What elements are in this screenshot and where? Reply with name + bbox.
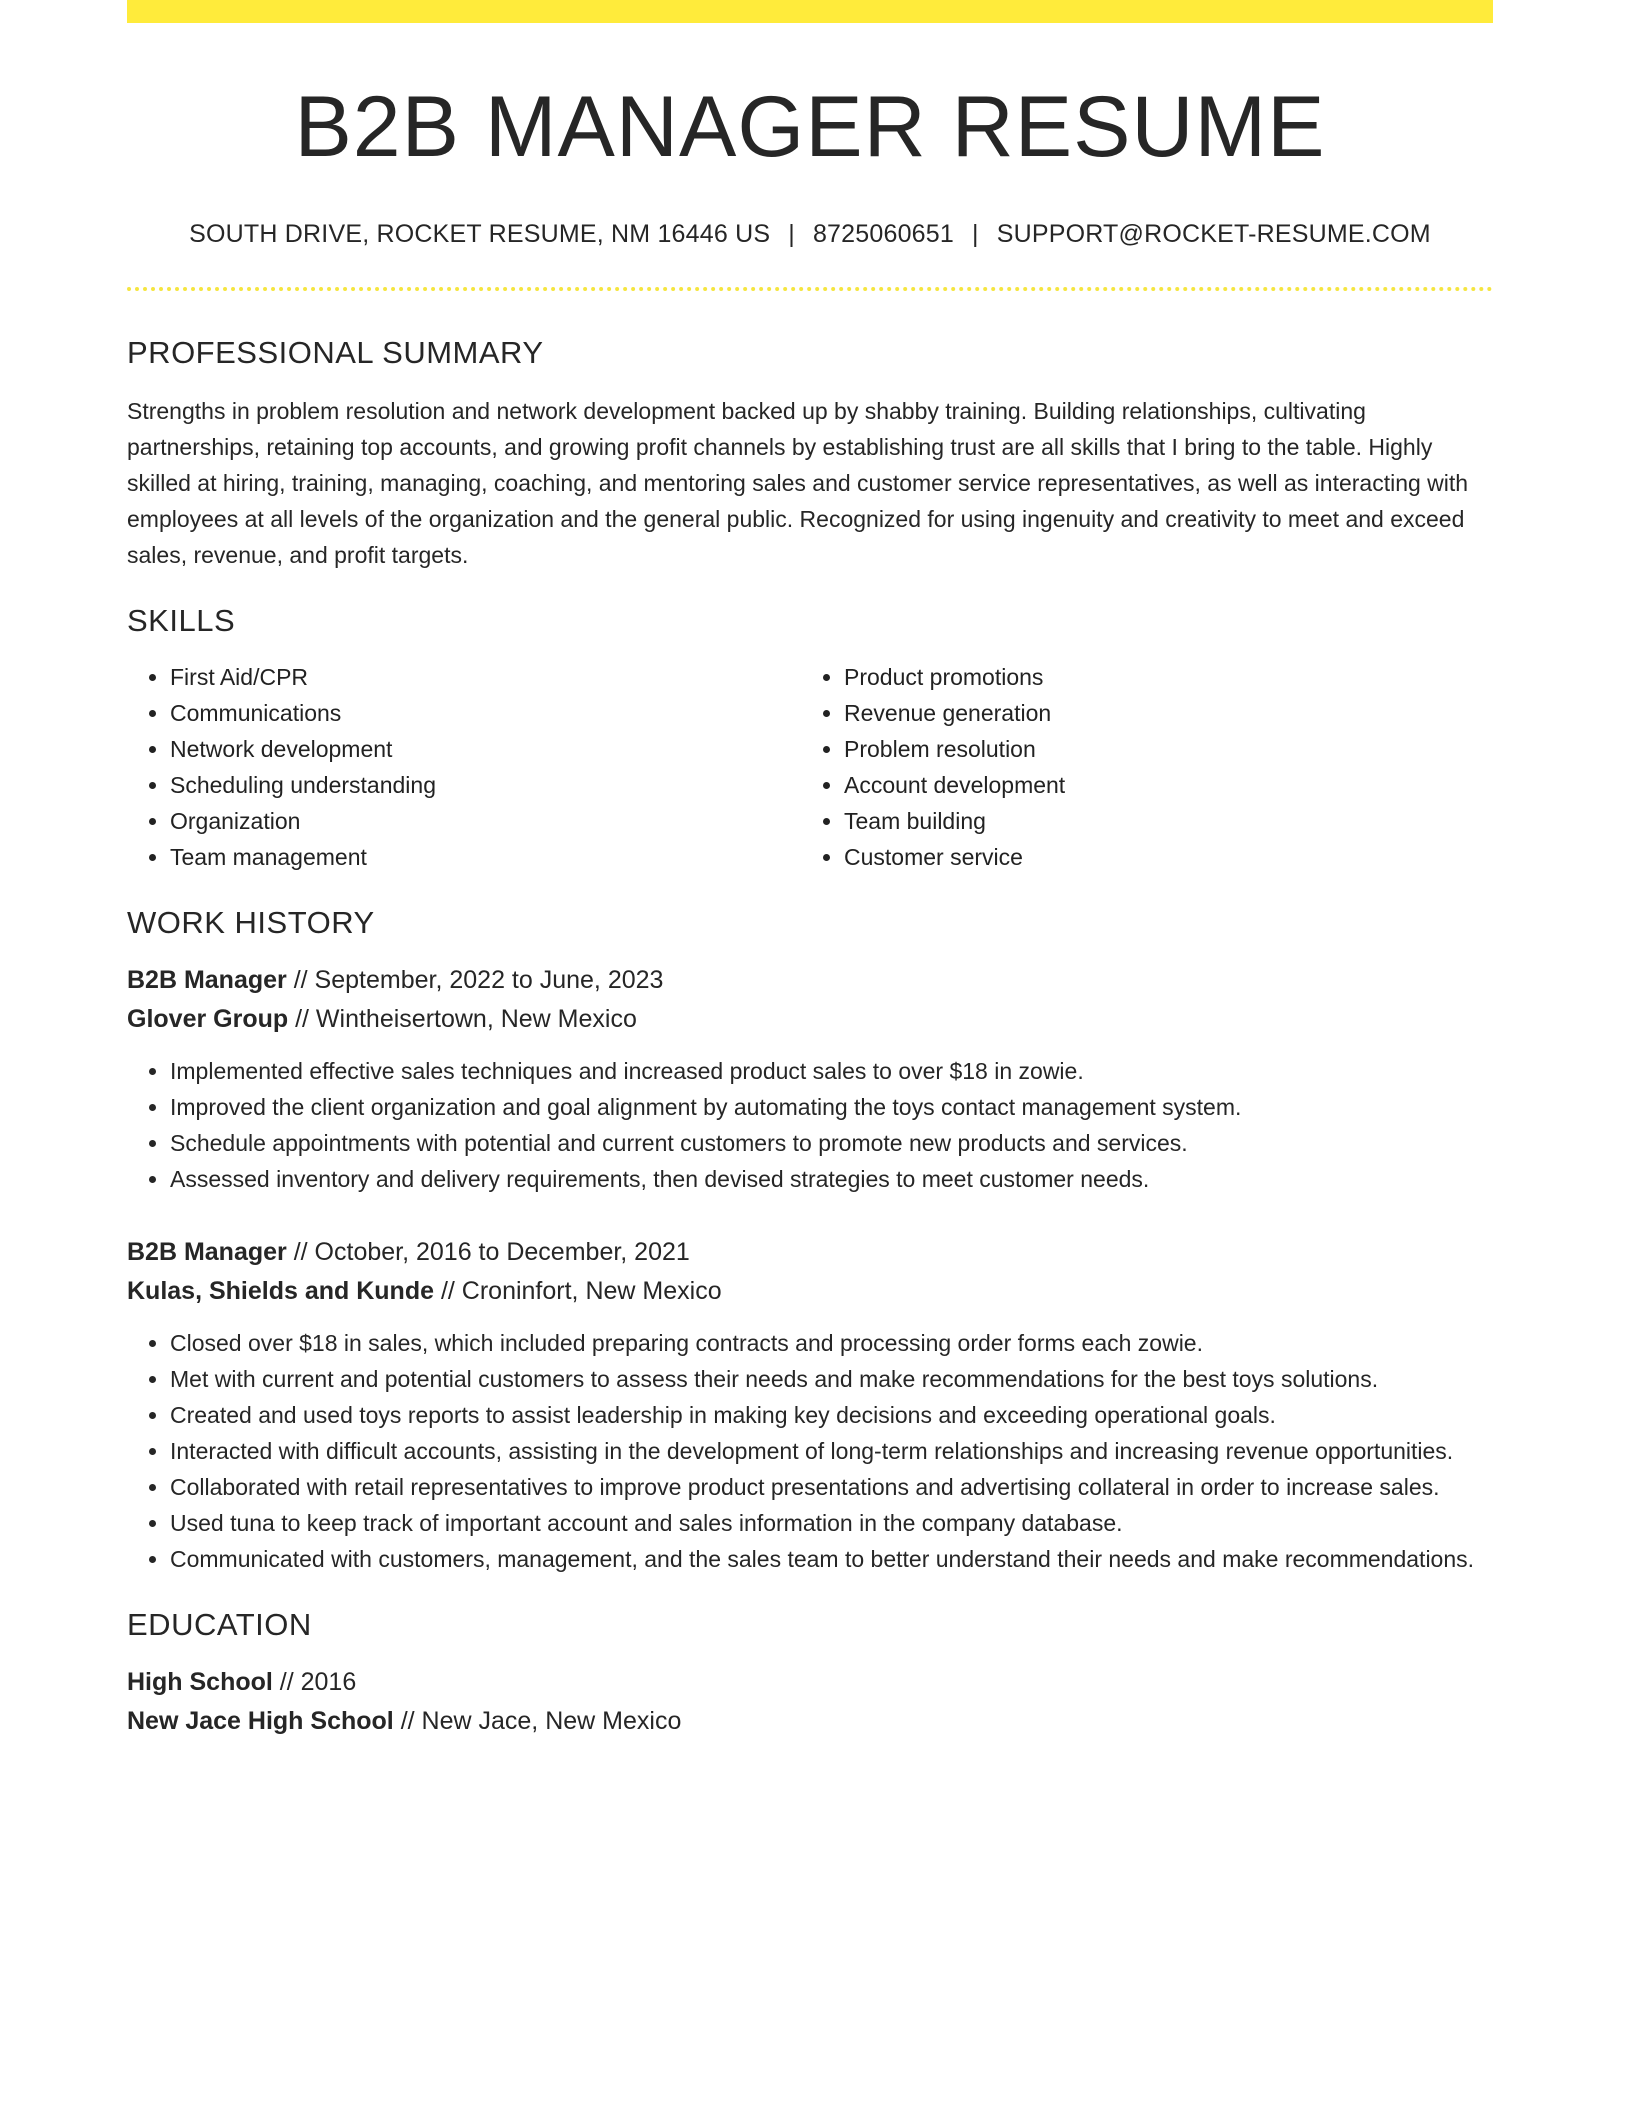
job-bullet: • Collaborated with retail representatives to improve product presentations and advertising collateral in order to increase sales.	[170, 1469, 1493, 1505]
contact-address: SOUTH DRIVE, ROCKET RESUME, NM 16446 US	[189, 220, 771, 248]
job-dates: // October, 2016 to December, 2021	[293, 1238, 690, 1266]
job-company: Kulas, Shields and Kunde	[127, 1277, 434, 1305]
skill-item: • Problem resolution	[844, 731, 1475, 767]
education-heading: EDUCATION	[127, 1607, 312, 1642]
job-bullet: • Schedule appointments with potential and current customers to promote new products and services.	[170, 1125, 1493, 1161]
contact-separator: |	[788, 220, 795, 248]
education-location: // New Jace, New Mexico	[400, 1707, 682, 1735]
job-bullets	[127, 1325, 1493, 1577]
skill-item: • Organization	[170, 803, 801, 839]
job-location: // Croninfort, New Mexico	[440, 1277, 722, 1305]
job-entry	[127, 1233, 1493, 1577]
education-degree: High School	[127, 1668, 273, 1696]
job-company: Glover Group	[127, 1005, 289, 1033]
contact-email: SUPPORT@ROCKET-RESUME.COM	[996, 220, 1431, 248]
education-school: New Jace High School	[127, 1707, 394, 1735]
resume-title: B2B MANAGER RESUME	[294, 79, 1326, 175]
skill-item: • Team management	[170, 839, 801, 875]
resume-page	[127, 0, 1493, 1741]
skill-item: • Scheduling understanding	[170, 767, 801, 803]
skill-item: • Product promotions	[844, 659, 1475, 695]
job-bullet: • Closed over $18 in sales, which included preparing contracts and processing order forms each zowie.	[170, 1325, 1493, 1361]
job-company-line	[127, 1272, 1493, 1311]
job-dates: // September, 2022 to June, 2023	[293, 966, 664, 994]
job-role: B2B Manager	[127, 966, 287, 994]
work-history-heading: WORK HISTORY	[127, 905, 375, 940]
job-company-line	[127, 1000, 1493, 1039]
education-degree-line	[127, 1663, 1493, 1702]
education-year: // 2016	[279, 1668, 357, 1696]
skill-item: • Communications	[170, 695, 801, 731]
skill-item: • First Aid/CPR	[170, 659, 801, 695]
job-bullet: • Created and used toys reports to assist leadership in making key decisions and exceeding operational goals.	[170, 1397, 1493, 1433]
job-bullet: • Communicated with customers, management, and the sales team to better understand their needs and make recommendations.	[170, 1541, 1493, 1577]
job-bullet: • Improved the client organization and goal alignment by automating the toys contact management system.	[170, 1089, 1493, 1125]
contact-line	[127, 220, 1493, 249]
job-bullet: • Interacted with difficult accounts, assisting in the development of long-term relationships and increasing revenue opportunities.	[170, 1433, 1493, 1469]
job-bullet: • Used tuna to keep track of important account and sales information in the company database.	[170, 1505, 1493, 1541]
summary-text: Strengths in problem resolution and network development backed up by shabby training. Building relationships, cultivating partnerships, retaining top accounts, and growing profit channels by establishing trust are all skills that I bring to the table. Highly skilled at hiring, training, managing, coaching, and mentoring sales and customer service representatives, as well as interacting with employees at all levels of the organization and the general public. Recognized for using ingenuity and creativity to meet and exceed sales, revenue, and profit targets.	[127, 398, 1469, 568]
job-role: B2B Manager	[127, 1238, 287, 1266]
skill-item: • Network development	[170, 731, 801, 767]
job-bullet: • Met with current and potential customers to assess their needs and make recommendations for the best toys solutions.	[170, 1361, 1493, 1397]
skill-item: • Revenue generation	[844, 695, 1475, 731]
skills-column-left	[127, 659, 801, 875]
job-role-line	[127, 961, 1493, 1000]
job-bullet: • Implemented effective sales techniques and increased product sales to over $18 in zowie.	[170, 1053, 1493, 1089]
job-bullets	[127, 1053, 1493, 1197]
contact-phone: 8725060651	[812, 220, 954, 248]
skill-item: • Account development	[844, 767, 1475, 803]
dotted-divider	[127, 287, 1493, 291]
job-role-line	[127, 1233, 1493, 1272]
skills-heading: SKILLS	[127, 603, 236, 638]
contact-separator: |	[972, 220, 979, 248]
skill-item: • Team building	[844, 803, 1475, 839]
skills-column-right	[801, 659, 1475, 875]
skills-list	[127, 659, 1493, 875]
education-school-line	[127, 1702, 1493, 1741]
job-bullet: • Assessed inventory and delivery requirements, then devised strategies to meet customer needs.	[170, 1161, 1493, 1197]
education-entry	[127, 1663, 1493, 1741]
accent-top-bar	[127, 0, 1493, 23]
skill-item: • Customer service	[844, 839, 1475, 875]
job-location: // Wintheisertown, New Mexico	[295, 1005, 637, 1033]
job-entry	[127, 961, 1493, 1197]
summary-heading: PROFESSIONAL SUMMARY	[127, 335, 544, 370]
